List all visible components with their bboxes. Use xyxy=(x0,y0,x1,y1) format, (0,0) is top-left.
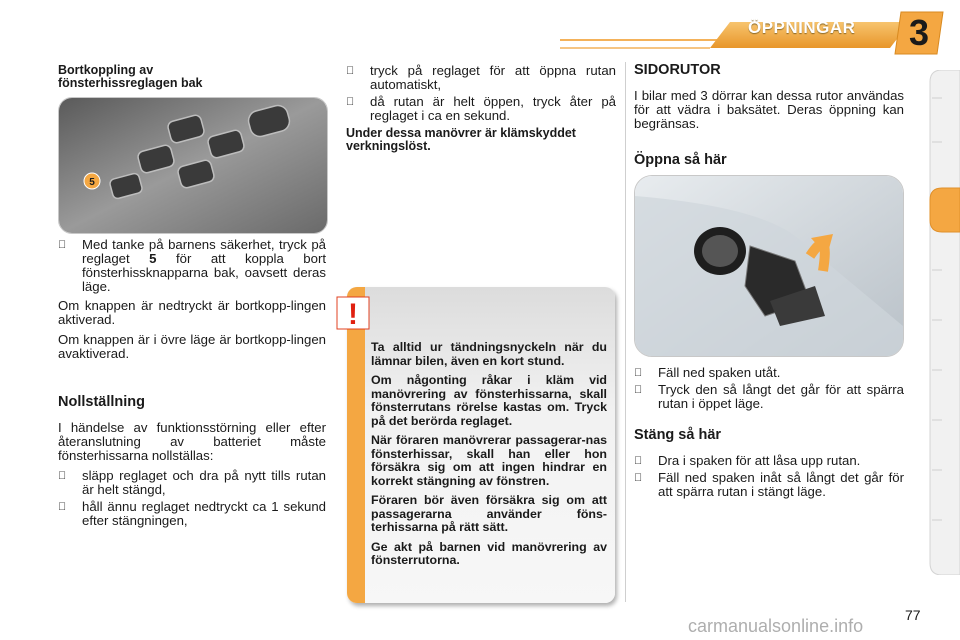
bullet-icon xyxy=(634,366,642,380)
chapter-tabs[interactable] xyxy=(928,70,960,575)
para-reset-intro: I händelse av funktionsstörning eller efter återanslutning av batteriet måste fönsterhissarna nollställas: xyxy=(58,420,326,463)
warning-p5: Ge akt på barnen vid manövrering av fönsterrutorna. xyxy=(371,539,607,567)
section-title-open: Öppna så här xyxy=(634,152,727,168)
anti-pinch-note: Under dessa manövrer är klämskyddet verkningslöst. xyxy=(346,126,576,153)
right-column-lower xyxy=(634,366,904,502)
column-divider xyxy=(625,62,626,602)
bullet-icon xyxy=(58,238,66,252)
window-switch-photo xyxy=(58,97,328,234)
middle-column xyxy=(346,64,616,153)
side-window-latch-photo xyxy=(634,175,904,357)
warning-mark: ! xyxy=(348,298,358,331)
warning-icon xyxy=(335,295,371,331)
bullet-disconnect xyxy=(58,238,326,294)
section-title-line1: Bortkoppling av xyxy=(58,63,154,77)
bullet-text: Fäll ned spaken utåt. xyxy=(658,365,781,380)
bullet-reset-1 xyxy=(58,469,326,497)
bullet-text: håll ännu reglaget nedtryckt ca 1 sekund efter stängningen, xyxy=(82,499,326,528)
bullet-text: Tryck den så långt det går för att spärra rutan i öppet läge. xyxy=(658,382,904,411)
bullet-text-bold: 5 xyxy=(149,251,157,266)
bullet-text: Fäll ned spaken inåt så långt det går för att spärra rutan i stängt läge. xyxy=(658,470,904,499)
warning-p1: Ta alltid ur tändningsnyckeln när du lämnar bilen, även en kort stund. xyxy=(371,340,607,368)
bullet-text: släpp reglaget och dra på nytt tills rutan är helt stängd, xyxy=(82,468,326,497)
bullet-text: tryck på reglaget för att öppna rutan automatiskt, xyxy=(370,63,616,92)
para-activated: Om knappen är nedtryckt är bortkopp-lingen aktiverad. xyxy=(58,298,326,327)
section-title-reset: Nollställning xyxy=(58,394,145,410)
bullet-fully-open xyxy=(346,95,616,123)
chapter-title: ÖPPNINGAR xyxy=(748,18,856,37)
bullet-auto-open xyxy=(346,64,616,92)
bullet-icon xyxy=(634,383,642,397)
chapter-number-badge xyxy=(893,10,945,56)
bullet-open-2 xyxy=(634,383,904,411)
bullet-open-1 xyxy=(634,366,904,380)
para-deactivated: Om knappen är i övre läge är bortkopp-lingen avaktiverad. xyxy=(58,332,326,361)
bullet-icon xyxy=(346,95,354,109)
bullet-close-1 xyxy=(634,454,904,468)
bullet-text: då rutan är helt öppen, tryck åter på reglaget i ca en sekund. xyxy=(370,94,616,123)
bullet-icon xyxy=(58,469,66,483)
bullet-icon xyxy=(634,471,642,485)
photo-callout-5: 5 xyxy=(89,177,95,188)
bullet-text-b: för att koppla bort fönsterhissknapparna bak, oavsett deras läge. xyxy=(82,251,327,294)
bullet-icon xyxy=(58,500,66,514)
bullet-icon xyxy=(634,454,642,468)
watermark: carmanualsonline.info xyxy=(688,616,864,636)
section-title-line2: fönsterhissreglagen bak xyxy=(58,76,203,90)
bullet-reset-2 xyxy=(58,500,326,528)
warning-stripe xyxy=(347,287,365,603)
bullet-text: Dra i spaken för att låsa upp rutan. xyxy=(658,453,861,468)
bullet-text-a: Med tanke på barnens säkerhet, tryck på reglaget xyxy=(82,237,326,266)
para-side-intro: I bilar med 3 dörrar kan dessa rutor användas för att vädra i baksätet. Deras öppning kan begränsas. xyxy=(634,88,904,131)
chapter-number: 3 xyxy=(908,12,930,53)
section-title-side-windows: SIDORUTOR xyxy=(634,62,721,78)
bullet-icon xyxy=(346,64,354,78)
reset-section xyxy=(58,395,326,531)
warning-p2: Om någonting råkar i kläm vid manövrering av fönsterhissarna, skall fönsterrutans rörelse kastas om. Tryck på det berörda reglaget. xyxy=(371,373,607,428)
section-title-disconnect xyxy=(58,64,326,90)
left-column xyxy=(58,64,326,90)
warning-p3: När föraren manövrerar passagerar-nas fönsterhissar, skall han eller hon försäkra sig om att ingen hindrar en korrekt stängning av fönstren. xyxy=(371,433,607,488)
section-title-close: Stäng så här xyxy=(634,427,722,443)
page-number: 77 xyxy=(905,607,921,623)
bullet-close-2 xyxy=(634,471,904,499)
right-column xyxy=(634,63,904,167)
warning-p4: Föraren bör även försäkra sig om att passagerarna använder föns-terhissarna på rätt sätt. xyxy=(371,493,607,534)
warning-text xyxy=(371,341,607,574)
left-column-text xyxy=(58,238,326,367)
